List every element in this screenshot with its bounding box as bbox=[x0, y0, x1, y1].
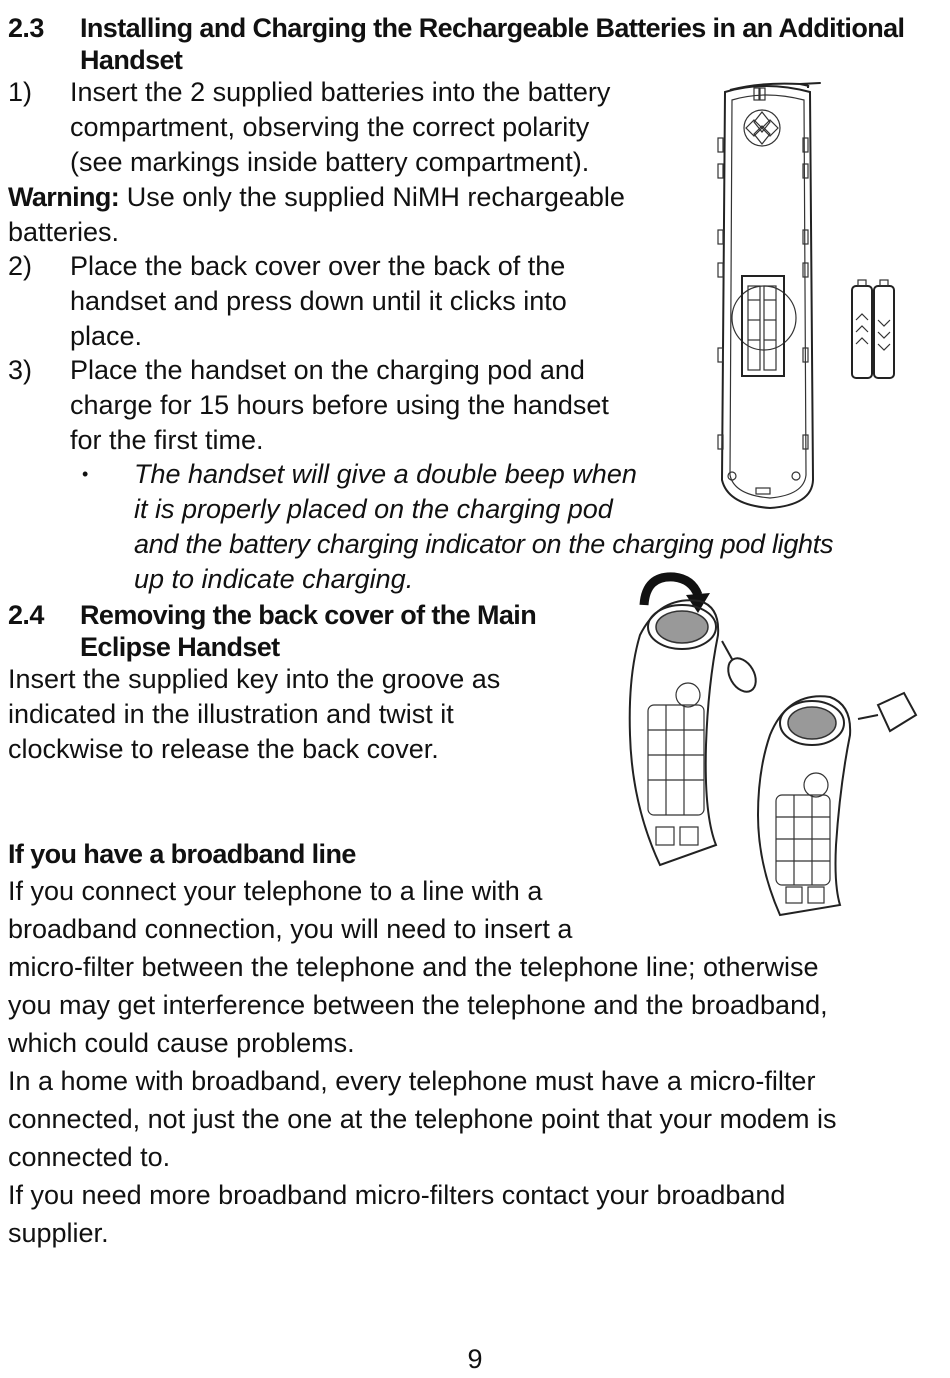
step-line: (see markings inside battery compartment). bbox=[70, 147, 590, 177]
step-number: 2) bbox=[8, 251, 33, 281]
section-number: 2.4 bbox=[8, 600, 44, 630]
step-line: for the first time. bbox=[70, 425, 264, 455]
body-line: connected, not just the one at the telephone point that your modem is bbox=[8, 1104, 837, 1134]
step-1 bbox=[0, 75, 680, 180]
body-line: supplier. bbox=[8, 1218, 109, 1248]
body-line: micro-filter between the telephone and the telephone line; otherwise bbox=[8, 952, 819, 982]
step-3 bbox=[0, 353, 680, 458]
body-line: Insert the supplied key into the groove as bbox=[8, 664, 501, 694]
warning-text: Use only the supplied NiMH rechargeable bbox=[119, 182, 625, 212]
bullet: • bbox=[82, 464, 89, 484]
remove-cover-illustration bbox=[620, 565, 920, 920]
body-line: indicated in the illustration and twist it bbox=[8, 699, 454, 729]
step-line: Insert the 2 supplied batteries into the battery bbox=[70, 77, 611, 107]
body-line: If you need more broadband micro-filters contact your broadband bbox=[8, 1180, 786, 1210]
section-title-line2: Eclipse Handset bbox=[80, 632, 280, 662]
body-line: If you connect your telephone to a line with a bbox=[8, 876, 543, 906]
warning bbox=[8, 180, 688, 250]
body-line: you may get interference between the telephone and the broadband, bbox=[8, 990, 828, 1020]
step-line: place. bbox=[70, 321, 143, 351]
note-line: The handset will give a double beep when bbox=[134, 459, 637, 489]
step-2 bbox=[0, 249, 680, 354]
section-2-4-body bbox=[8, 662, 608, 767]
section-number: 2.3 bbox=[8, 13, 44, 43]
note-line: up to indicate charging. bbox=[134, 564, 414, 594]
broadband-heading: If you have a broadband line bbox=[8, 839, 356, 869]
section-2-3-heading bbox=[8, 12, 928, 76]
section-title-line1: Installing and Charging the Rechargeable Batteries in an Additional bbox=[80, 13, 905, 43]
step-number: 1) bbox=[8, 77, 33, 107]
warning-label: Warning: bbox=[8, 182, 120, 212]
section-title-line2: Handset bbox=[80, 45, 183, 75]
handset-back-illustration bbox=[700, 80, 910, 512]
body-line: which could cause problems. bbox=[8, 1028, 355, 1058]
step-number: 3) bbox=[8, 355, 33, 385]
body-line: connected to. bbox=[8, 1142, 171, 1172]
step-line: Place the handset on the charging pod and bbox=[70, 355, 585, 385]
note-line: it is properly placed on the charging pod bbox=[134, 494, 613, 524]
step-line: compartment, observing the correct polarity bbox=[70, 112, 590, 142]
page-number: 9 bbox=[467, 1344, 483, 1374]
section-2-4-heading bbox=[8, 599, 628, 663]
step-line: handset and press down until it clicks into bbox=[70, 286, 567, 316]
step-line: charge for 15 hours before using the handset bbox=[70, 390, 609, 420]
body-line: In a home with broadband, every telephone must have a micro-filter bbox=[8, 1066, 816, 1096]
body-line: broadband connection, you will need to insert a bbox=[8, 914, 573, 944]
step-line: Place the back cover over the back of the bbox=[70, 251, 566, 281]
section-title-line1: Removing the back cover of the Main bbox=[80, 600, 537, 630]
broadband-body bbox=[8, 872, 938, 1262]
note-line: and the battery charging indicator on the charging pod lights bbox=[134, 529, 834, 559]
body-line: clockwise to release the back cover. bbox=[8, 734, 439, 764]
warning-text-line2: batteries. bbox=[8, 217, 120, 247]
